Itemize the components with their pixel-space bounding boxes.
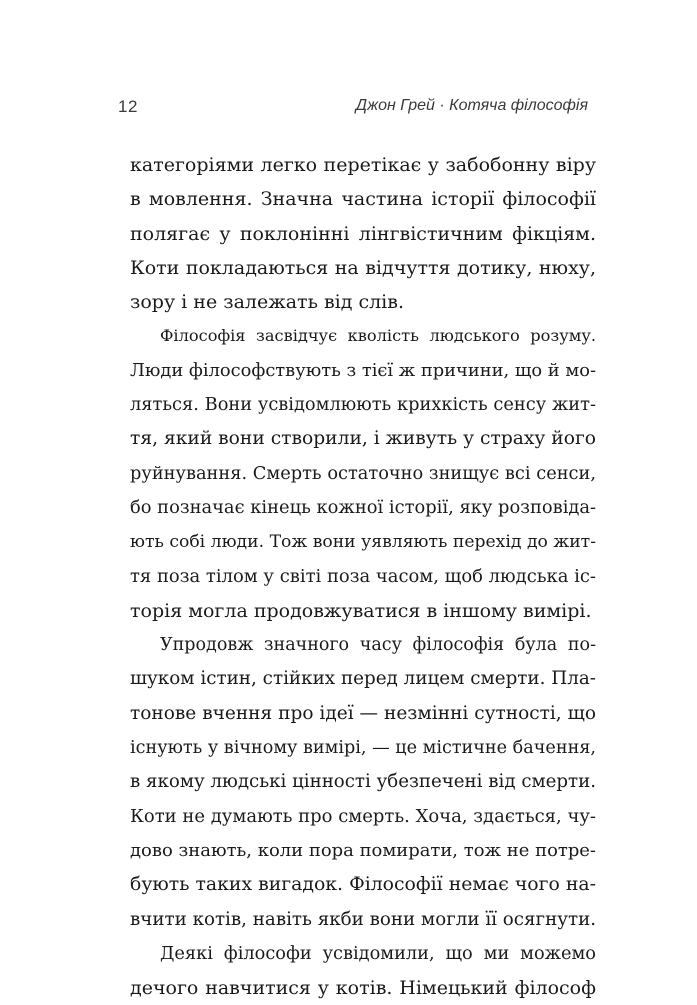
page-number: 12 bbox=[118, 97, 138, 116]
page-header bbox=[118, 97, 588, 127]
text-line: дово знають, коли пора помирати, тож не потре- bbox=[130, 839, 596, 861]
body-text bbox=[130, 148, 596, 1005]
text-line: існують у вічному вимірі, — це містичне бачення, bbox=[130, 738, 597, 759]
paragraph bbox=[130, 628, 596, 937]
text-line: тя поза тілом у світі поза часом, щоб людська іс- bbox=[130, 565, 596, 587]
running-head: Джон Грей · Котяча філософія bbox=[355, 97, 588, 114]
text-line: бо позначає кінець кожної історії, яку розповіда- bbox=[130, 496, 597, 518]
text-line: в мовлення. Значна частина історії філософії bbox=[130, 188, 596, 211]
text-line: вчити котів, навіть якби вони могли її осягнути. bbox=[130, 908, 597, 930]
text-line: полягає у поклонінні лінгвістичним фікціям. bbox=[130, 222, 596, 245]
text-line: торія могла продовжуватися в іншому вимірі. bbox=[130, 599, 592, 622]
text-line: в якому людські цінності убезпечені від смерти. bbox=[130, 771, 596, 793]
text-line: зору і не залежать від слів. bbox=[130, 291, 404, 314]
text-line: тя, який вони створили, і живуть у страху його bbox=[130, 428, 596, 450]
text-line: Коти не думають про смерть. Хоча, здається, чу- bbox=[130, 805, 596, 827]
text-line: Філософія засвідчує кволість людського розуму. bbox=[160, 326, 596, 346]
text-line: дечого навчитися у котів. Німецький філософ bbox=[130, 977, 596, 1000]
text-line: категоріями легко перетікає у забобонну віру bbox=[130, 154, 596, 176]
text-line: шуком істин, стійких перед лицем смерти. Пла- bbox=[130, 668, 596, 690]
text-line: тонове вчення про ідеї — незмінні сутності, що bbox=[130, 702, 596, 724]
text-line: руйнування. Смерть остаточно знищує всі сенси, bbox=[130, 462, 596, 484]
text-line: ляться. Вони усвідомлюють крихкість сенсу жит- bbox=[130, 394, 596, 416]
text-line: ють собі люди. Тож вони уявляють перехід до жит- bbox=[130, 532, 596, 553]
text-line: Коти покладаються на відчуття дотику, нюху, bbox=[130, 256, 596, 279]
text-line: Деякі філософи усвідомили, що ми можемо bbox=[160, 943, 596, 964]
paragraph bbox=[130, 319, 596, 628]
text-line: бують таких вигадок. Філософії немає чого на- bbox=[130, 874, 596, 896]
text-line: Упродовж значного часу філософія була по- bbox=[160, 635, 596, 656]
text-line: Люди філософствують з тієї ж причини, що й мо- bbox=[130, 359, 596, 381]
paragraph bbox=[130, 148, 596, 319]
paragraph bbox=[130, 937, 596, 1005]
